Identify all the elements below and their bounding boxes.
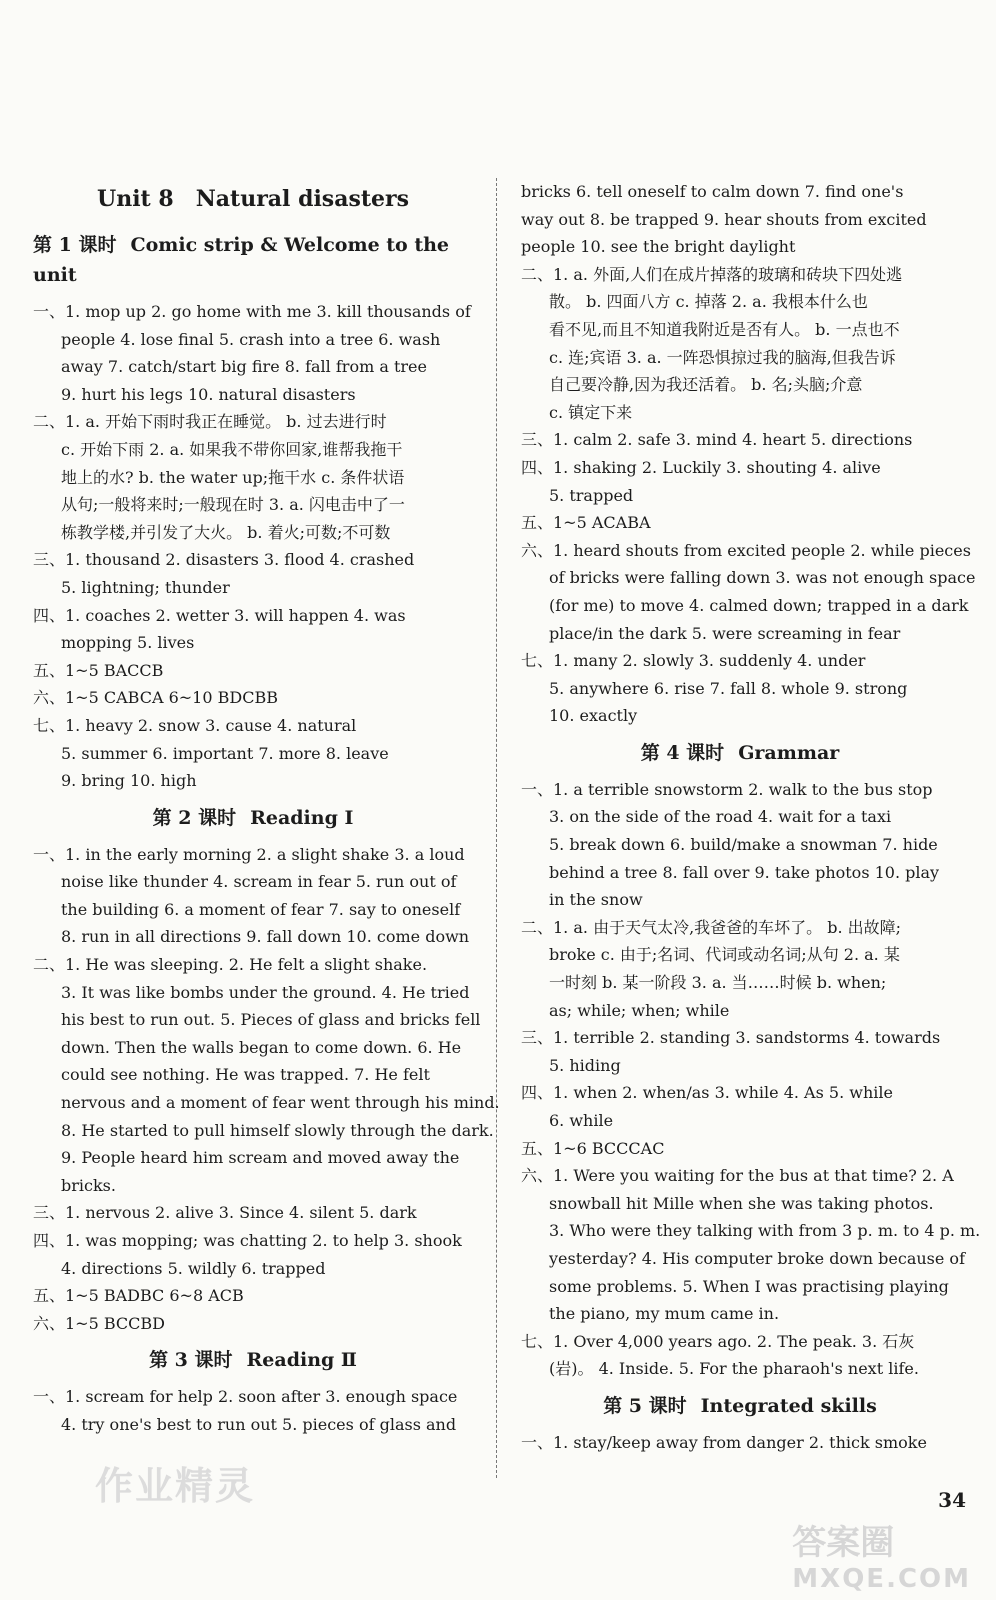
answer-line: c. 开始下雨 2. a. 如果我不带你回家,谁帮我拖干 (61, 439, 403, 459)
section-block (33, 1383, 473, 1438)
lesson-number: 第 2 课时 (152, 806, 237, 829)
answer-line: 10. exactly (549, 706, 638, 726)
answer-line: 5. trapped (549, 485, 634, 505)
answer-line: 四、1. shaking 2. Luckily 3. shouting 4. alive (521, 457, 881, 477)
answer-line: mopping 5. lives (61, 633, 195, 653)
answer-line: the piano, my mum came in. (549, 1304, 780, 1324)
answer-line: 三、1. calm 2. safe 3. mind 4. heart 5. directions (521, 430, 913, 450)
section-block (521, 178, 976, 730)
answer-line: people 10. see the bright daylight (521, 237, 796, 257)
answer-line: 3. on the side of the road 4. wait for a taxi (549, 807, 892, 827)
answer-line: his best to run out. 5. Pieces of glass and bricks fell (61, 1010, 481, 1030)
answer-line: 二、1. a. 由于天气太冷,我爸爸的车坏了。 b. 出故障; (521, 917, 902, 937)
answer-line: 四、1. was mopping; was chatting 2. to help 3. shook (33, 1231, 462, 1250)
answer-line: 六、1. heard shouts from excited people 2. while pieces (521, 540, 971, 560)
answer-line: way out 8. be trapped 9. hear shouts from excited (521, 209, 927, 229)
answer-line: 看不见,而且不知道我附近是否有人。 b. 一点也不 (549, 319, 900, 339)
answer-line: 三、1. nervous 2. alive 3. Since 4. silent 5. dark (33, 1203, 417, 1223)
answer-line: behind a tree 8. fall over 9. take photos 10. play (549, 862, 940, 882)
answer-line: (岩)。 4. Inside. 5. For the pharaoh's next life. (549, 1359, 919, 1379)
answer-line: bricks. (61, 1175, 116, 1195)
answer-line: 5. summer 6. important 7. more 8. leave (61, 743, 389, 763)
answer-line: yesterday? 4. His computer broke down because of (549, 1248, 965, 1268)
lesson-heading-1 (33, 230, 473, 290)
answer-line: 8. He started to pull himself slowly through the dark. (61, 1120, 494, 1140)
answer-line: 9. hurt his legs 10. natural disasters (61, 384, 356, 404)
section-block (33, 298, 473, 795)
answer-line: 9. bring 10. high (61, 771, 197, 791)
answer-line: 一、1. mop up 2. go home with me 3. kill thousands of (33, 302, 471, 321)
answer-line: 5. lightning; thunder (61, 577, 230, 597)
answer-line: 七、1. many 2. slowly 3. suddenly 4. under (521, 651, 866, 671)
answer-line: 六、1. Were you waiting for the bus at that time? 2. A (521, 1166, 954, 1186)
answer-line: 从句;一般将来时;一般现在时 3. a. 闪电击中了一 (61, 495, 405, 515)
section-block (521, 1429, 959, 1457)
answer-line: 一、1. scream for help 2. soon after 3. enough space (33, 1387, 458, 1407)
lesson-name: Grammar (738, 741, 840, 764)
answer-line: 自己要冷静,因为我还活着。 b. 名;头脑;介意 (549, 375, 863, 395)
answer-line: 五、1~5 BACCB (33, 660, 164, 680)
answer-line: 栋教学楼,并引发了大火。 b. 着火;可数;不可数 (61, 522, 391, 542)
lesson-name: Comic strip & Welcome to the unit (33, 234, 450, 286)
answer-line: 8. run in all directions 9. fall down 10. come down (61, 927, 470, 947)
answer-line: 七、1. Over 4,000 years ago. 2. The peak. 3. 石灰 (521, 1331, 915, 1351)
answer-line: as; while; when; while (549, 1000, 730, 1020)
answer-line: 四、1. coaches 2. wetter 3. will happen 4. was (33, 605, 406, 625)
section-block (33, 841, 500, 1338)
answer-line: place/in the dark 5. were screaming in fear (549, 623, 901, 643)
lesson-heading-5 (521, 1391, 959, 1421)
answer-line: 二、1. a. 外面,人们在成片掉落的玻璃和砖块下四处逃 (521, 264, 903, 284)
lesson-name: Reading Ⅰ (250, 806, 354, 829)
left-column (33, 178, 500, 1439)
answer-line: 四、1. when 2. when/as 3. while 4. As 5. while (521, 1083, 893, 1103)
answer-line: broke c. 由于;名词、代词或动名词;从句 2. a. 某 (549, 945, 900, 965)
answer-line: 六、1~5 BCCBD (33, 1313, 165, 1333)
unit-name: Natural disasters (195, 186, 409, 212)
answer-line: down. Then the walls began to come down. 6. He (61, 1037, 462, 1057)
answer-line: snowball hit Mille when she was taking photos. (549, 1193, 934, 1213)
watermark-logo: 作业精灵 (95, 1463, 256, 1508)
lesson-name: Integrated skills (700, 1394, 877, 1417)
watermark-site-url: MXQE.COM (792, 1564, 971, 1594)
answer-line: of bricks were falling down 3. was not enough space (549, 568, 976, 588)
answer-line: in the snow (549, 890, 643, 910)
answer-line: 4. try one's best to run out 5. pieces of glass and (61, 1414, 457, 1434)
answer-line: people 4. lose final 5. crash into a tree 6. wash (61, 329, 441, 349)
unit-number: Unit 8 (97, 186, 174, 212)
answer-line: (for me) to move 4. calmed down; trapped in a dark (549, 595, 969, 615)
lesson-number: 第 1 课时 (33, 234, 117, 256)
answer-line: 地上的水? b. the water up;拖干水 c. 条件状语 (61, 467, 405, 487)
answer-line: 散。 b. 四面八方 c. 掉落 2. a. 我根本什么也 (549, 292, 868, 312)
answer-line: 3. Who were they talking with from 3 p. m. to 4 p. m. (549, 1221, 981, 1241)
answer-line: 5. hiding (549, 1055, 621, 1075)
answer-line: 三、1. thousand 2. disasters 3. flood 4. crashed (33, 550, 415, 570)
section-block (521, 776, 981, 1383)
answer-line: 5. break down 6. build/make a snowman 7. hide (549, 835, 938, 855)
lesson-heading-3 (33, 1345, 473, 1375)
answer-line: 一时刻 b. 某一阶段 3. a. 当……时候 b. when; (549, 973, 887, 993)
lesson-heading-4 (521, 738, 959, 768)
answer-line: 9. People heard him scream and moved away the (61, 1148, 460, 1168)
watermark-site-name: 答案圈 (792, 1523, 895, 1563)
answer-line: some problems. 5. When I was practising playing (549, 1276, 949, 1296)
answer-line: away 7. catch/start big fire 8. fall from a tree (61, 357, 427, 377)
answer-line: bricks 6. tell oneself to calm down 7. find one's (521, 182, 904, 201)
answer-line: 二、1. a. 开始下雨时我正在睡觉。 b. 过去进行时 (33, 412, 387, 432)
column-divider (496, 178, 497, 1478)
answer-line: 二、1. He was sleeping. 2. He felt a slight shake. (33, 955, 428, 975)
answer-line: 3. It was like bombs under the ground. 4. He tried (61, 982, 470, 1002)
lesson-number: 第 5 课时 (603, 1394, 687, 1417)
page-number: 34 (938, 1488, 966, 1512)
unit-title (33, 184, 473, 214)
lesson-number: 第 4 课时 (640, 741, 725, 764)
answer-line: c. 连;宾语 3. a. 一阵恐惧掠过我的脑海,但我告诉 (549, 347, 896, 367)
answer-line: 6. while (549, 1111, 614, 1130)
answer-line: 一、1. a terrible snowstorm 2. walk to the bus stop (521, 779, 933, 799)
answer-line: 4. directions 5. wildly 6. trapped (61, 1258, 326, 1278)
answer-line: 六、1~5 CABCA 6~10 BDCBB (33, 688, 278, 708)
answer-line: 一、1. in the early morning 2. a slight shake 3. a loud (33, 844, 465, 864)
answer-line: c. 镇定下来 (549, 402, 633, 422)
lesson-heading-2 (33, 803, 473, 833)
right-column (521, 178, 981, 1457)
answer-line: 三、1. terrible 2. standing 3. sandstorms 4. towards (521, 1028, 941, 1048)
lesson-name: Reading Ⅱ (246, 1349, 357, 1372)
answer-line: 五、1~6 BCCCAC (521, 1138, 665, 1158)
watermark-site-logo (792, 1515, 971, 1594)
answer-line: could see nothing. He was trapped. 7. He felt (61, 1065, 430, 1085)
answer-line: 五、1~5 BADBC 6~8 ACB (33, 1286, 244, 1306)
lesson-number: 第 3 课时 (149, 1349, 233, 1372)
answer-line: 七、1. heavy 2. snow 3. cause 4. natural (33, 715, 357, 735)
answer-line: the building 6. a moment of fear 7. say to oneself (61, 899, 461, 919)
answer-line: 五、1~5 ACABA (521, 513, 651, 533)
answer-line: 5. anywhere 6. rise 7. fall 8. whole 9. strong (549, 678, 908, 698)
answer-line: 一、1. stay/keep away from danger 2. thick smoke (521, 1432, 927, 1452)
answer-line: noise like thunder 4. scream in fear 5. run out of (61, 872, 457, 892)
answer-line: nervous and a moment of fear went through his mind. (61, 1093, 500, 1113)
